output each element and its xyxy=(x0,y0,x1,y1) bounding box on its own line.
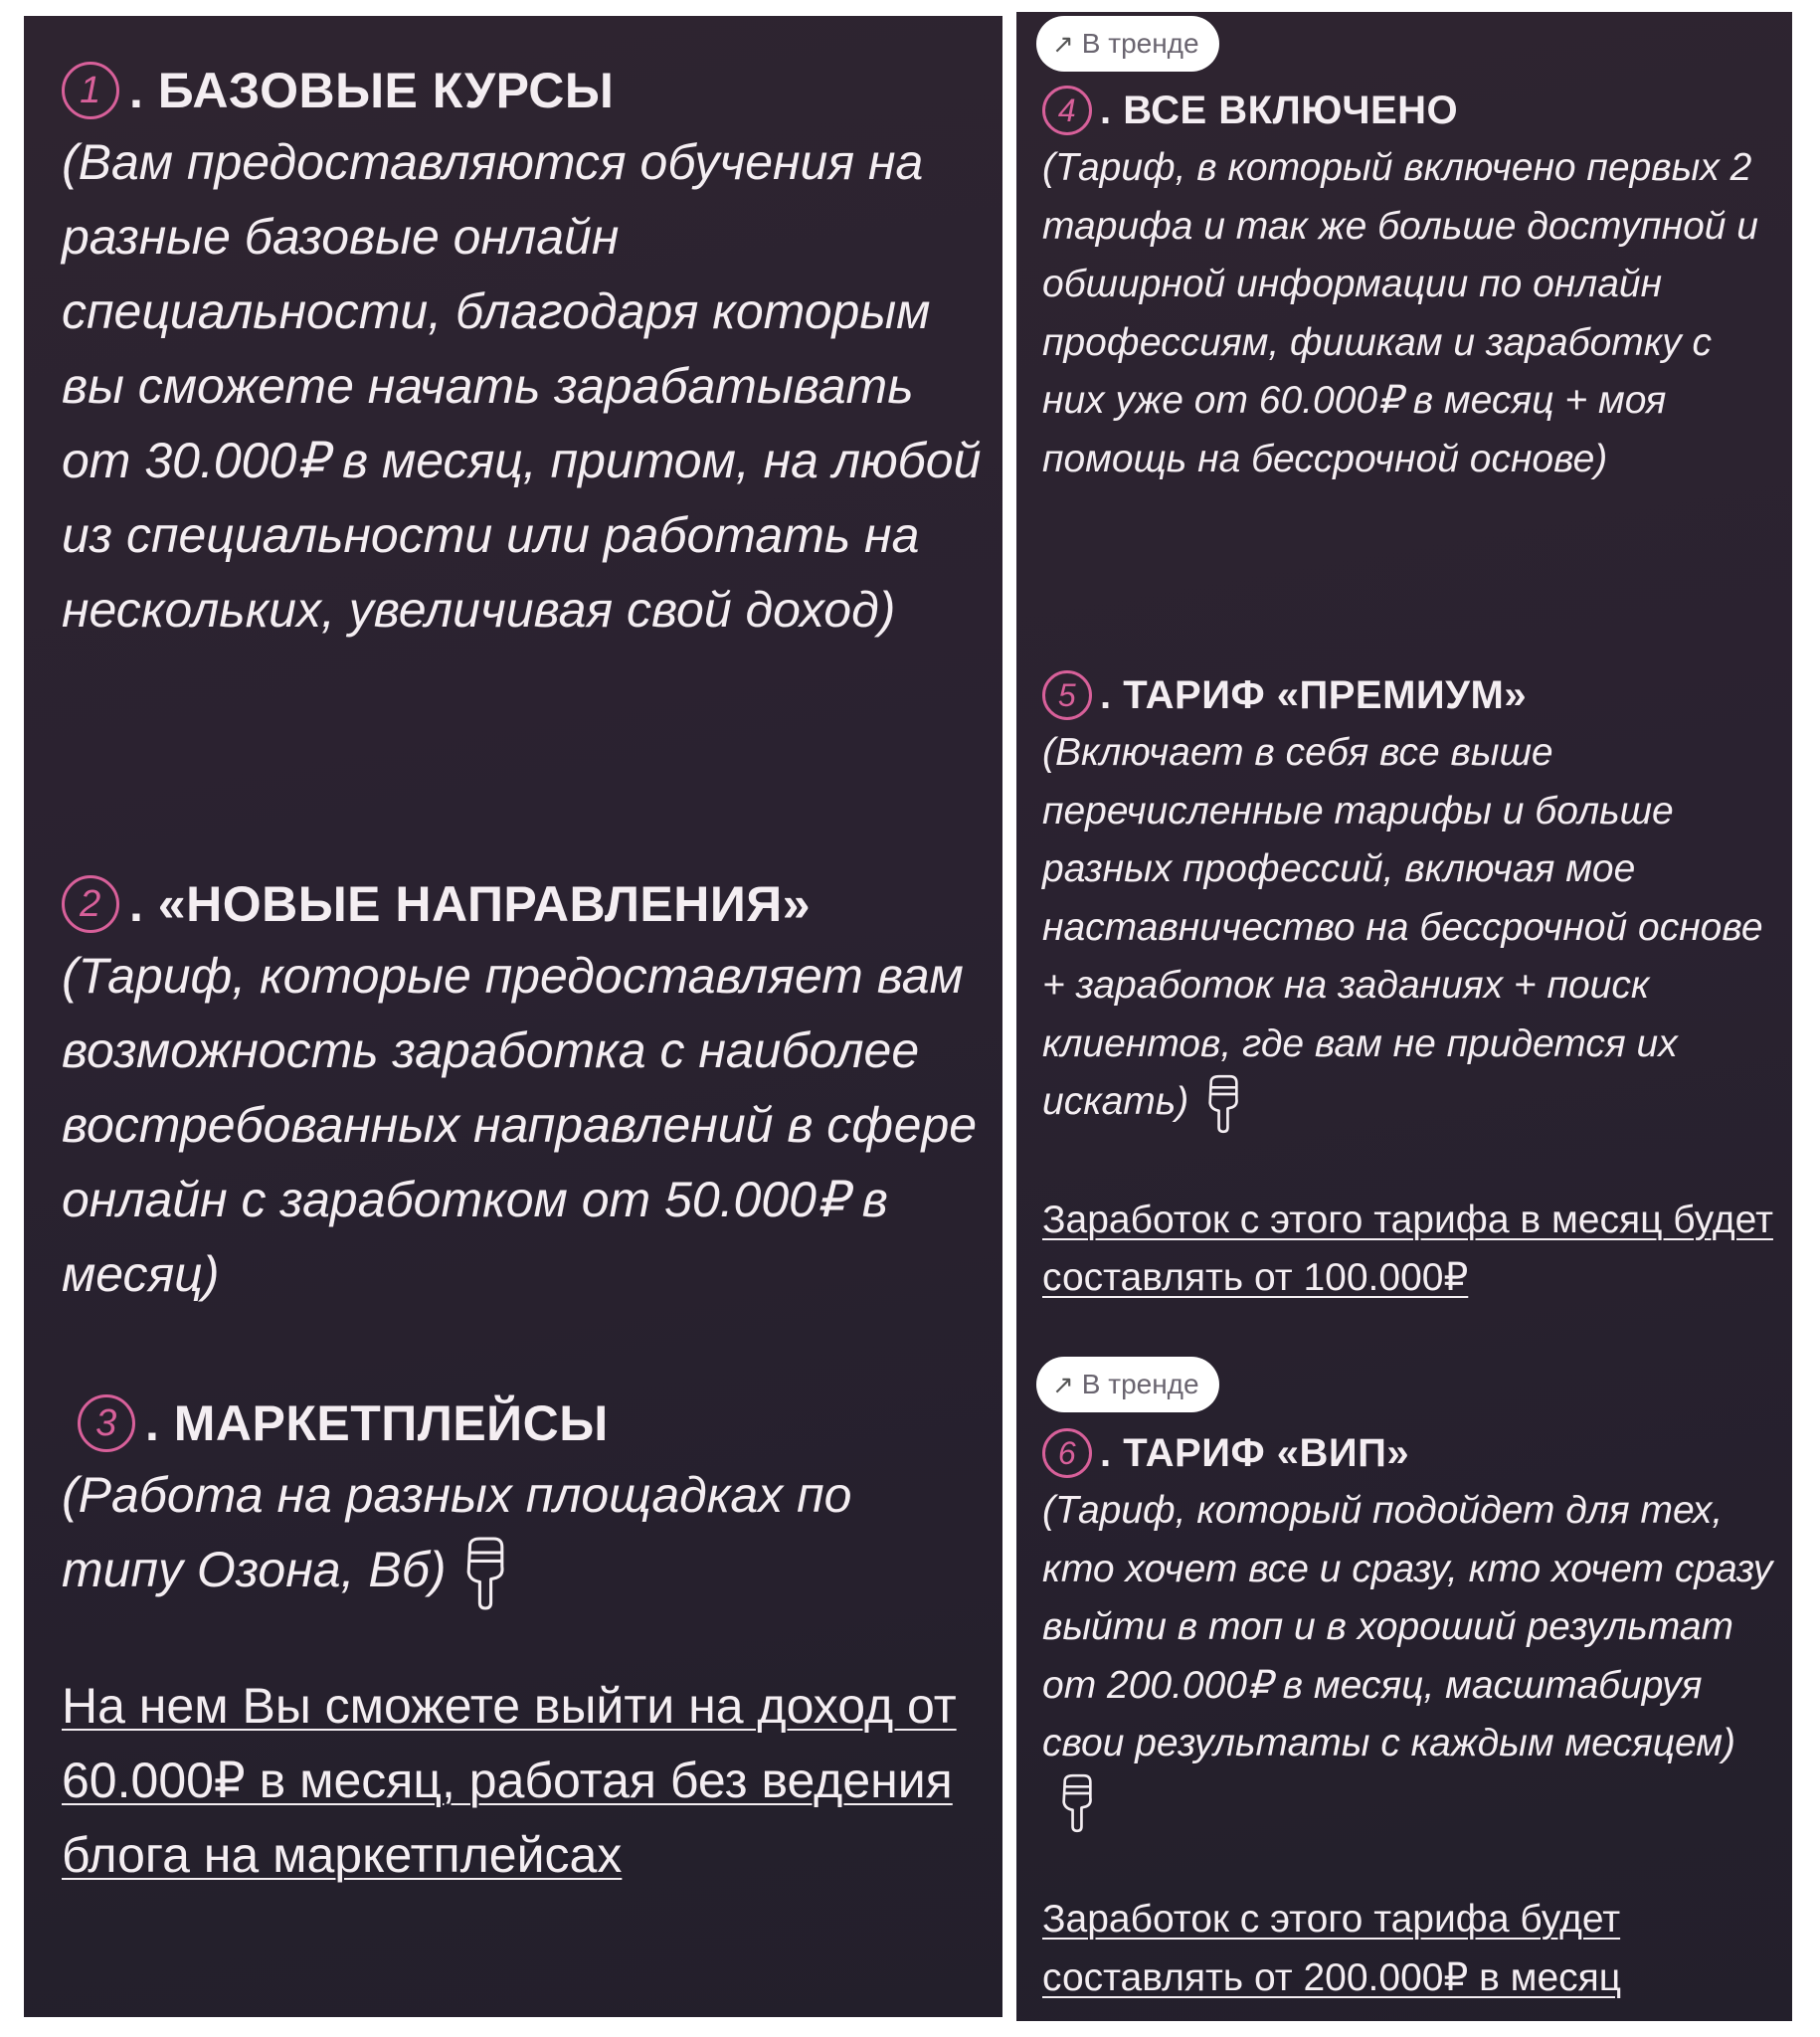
section-description: (Вам предоставляются обучения на разные базовые онлайн специальности, благодаря которым вы сможете начать зарабатывать от 30.000₽ в месяц, притом, на любой из специальности или работать на нескольких, увеличивая свой доход) xyxy=(62,134,982,638)
section-description: (Тариф, который подойдет для тех, кто хочет все и сразу, кто хочет сразу выйти в топ и в хороший результат от 200.000₽ в месяц, масштабируя свои результаты с каждым месяцем) xyxy=(1042,1482,1778,1833)
trending-badge-label: В тренде xyxy=(1081,28,1199,59)
trending-badge-label: В тренде xyxy=(1081,1369,1199,1399)
circled-number-icon: 2 xyxy=(62,875,119,933)
section-title: . ВСЕ ВКЛЮЧЕНО xyxy=(1100,88,1459,132)
circled-number-icon: 3 xyxy=(78,1394,135,1452)
circled-number-icon: 4 xyxy=(1042,86,1092,135)
trend-arrow-icon: ↗ xyxy=(1052,1370,1074,1399)
section-heading xyxy=(1042,666,1778,724)
section-title: . ТАРИФ «ПРЕМИУМ» xyxy=(1100,672,1528,717)
section-heading xyxy=(1042,82,1778,139)
earnings-link[interactable]: Заработок с этого тарифа будет составлять от 200.000₽ в месяц xyxy=(1042,1898,1622,1999)
section-heading xyxy=(62,1389,987,1458)
section-title: . БАЗОВЫЕ КУРСЫ xyxy=(129,63,615,118)
section-title: . МАРКЕТПЛЕЙСЫ xyxy=(145,1395,609,1451)
section-description: (Работа на разных площадках по типу Озона, Вб) xyxy=(62,1458,877,1611)
earnings-link[interactable]: Заработок с этого тарифа в месяц будет составлять от 100.000₽ xyxy=(1042,1198,1773,1300)
pointing-down-hand-icon xyxy=(1200,1074,1246,1134)
pointing-down-hand-icon xyxy=(457,1536,513,1611)
section-description: (Тариф, в который включено первых 2 тарифа и так же больше доступной и обширной информации по онлайн профессиям, фишкам и заработку с них уже от 60.000₽ в месяц + моя помощь на бессрочной основе) xyxy=(1042,146,1758,480)
section-basic-courses xyxy=(62,56,987,648)
section-premium xyxy=(1042,666,1778,1308)
section-heading xyxy=(62,869,987,939)
section-heading xyxy=(1042,1424,1778,1482)
circled-number-icon: 5 xyxy=(1042,670,1092,720)
section-all-inclusive xyxy=(1042,82,1778,488)
section-title: . ТАРИФ «ВИП» xyxy=(1100,1430,1410,1475)
section-marketplaces xyxy=(62,1389,987,1893)
left-panel xyxy=(24,16,1002,2017)
trending-badge[interactable] xyxy=(1036,16,1219,72)
pointing-down-hand-icon xyxy=(1054,1773,1100,1833)
circled-number-icon: 1 xyxy=(62,62,119,119)
right-panel xyxy=(1016,12,1792,2021)
section-description: (Включает в себя все выше перечисленные тарифы и больше разных профессий, включая мое наставничество на бессрочной основе + заработок на заданиях + поиск клиентов, где вам не придется их искать) xyxy=(1042,724,1778,1134)
section-description: (Тариф, которые предоставляет вам возможность заработка с наиболее востребованных направлений в сфере онлайн с заработком от 50.000₽ в месяц) xyxy=(62,948,978,1302)
trend-arrow-icon: ↗ xyxy=(1052,29,1074,59)
section-vip xyxy=(1042,1424,1778,2007)
earnings-link[interactable]: На нем Вы сможете выйти на доход от 60.000₽ в месяц, работая без ведения блога на маркетплейсах xyxy=(62,1677,957,1883)
trending-badge[interactable] xyxy=(1036,1357,1219,1412)
section-heading xyxy=(62,56,987,125)
section-new-directions xyxy=(62,869,987,1312)
circled-number-icon: 6 xyxy=(1042,1428,1092,1478)
section-title: . «НОВЫЕ НАПРАВЛЕНИЯ» xyxy=(129,876,812,932)
